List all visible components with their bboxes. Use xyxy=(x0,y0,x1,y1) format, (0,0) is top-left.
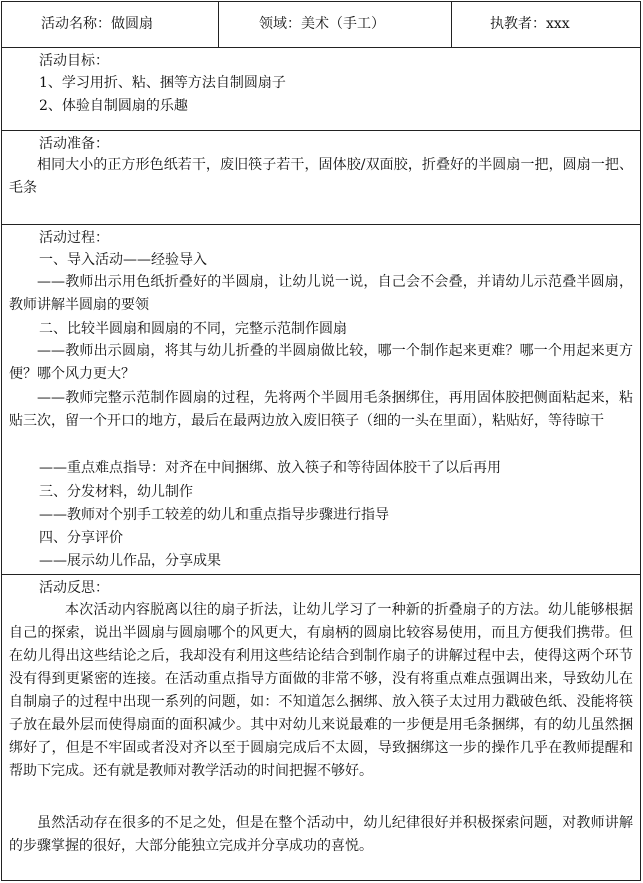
process-step-2-detail-b: ——教师完整示范制作圆扇的过程，先将两个半圆用毛条捆绑住，再用固体胶把侧面粘起来，粘贴三次，留一个开口的地方，最后在最两边放入废旧筷子（细的一头在里面），粘贴好，等待晾干 xyxy=(9,390,633,429)
header-divider-1 xyxy=(218,1,219,48)
reflection-paragraph-1: 本次活动内容脱离以往的扇子折法，让幼儿学习了一种新的折叠扇子的方法。幼儿能够根据自己的探索，说出半圆扇与圆扇哪个的风更大，有扇柄的圆扇比较容易使用，而且方便我们携带。但在幼儿得出这些结论之后，我却没有利用这些结论结合到制作扇子的讲解过程中去，使得这两个环节没有得到更紧密的连接。在活动重点指导方面做的非常不够，没有将重点难点强调出来，导致幼儿在自制扇子的过程中出现一系列的问题，如：不知道怎么捆绑、放入筷子太过用力戳破色纸、没能将筷子放在最外层而使得扇面的面积减少。其中对幼儿来说最难的一步便是用毛条捆绑，有的幼儿虽然捆绑好了，但是不牢固或者没对齐以至于圆扇完成后不太圆，导致捆绑这一步的操作几乎在教师提醒和帮助下完成。还有就是教师对教学活动的时间把握不够好。 xyxy=(9,602,633,779)
process-title: 活动过程： xyxy=(39,230,109,246)
process-step-3: 三、分发材料，幼儿制作 xyxy=(39,484,193,500)
goal-item-2: 2、体验自制圆扇的乐趣 xyxy=(39,98,188,114)
process-step-4-detail: ——展示幼儿作品，分享成果 xyxy=(39,553,221,569)
process-key-point: ——重点难点指导：对齐在中间捆绑、放入筷子和等待固体胶干了以后再用 xyxy=(39,460,501,476)
preparation-title: 活动准备： xyxy=(39,136,109,152)
row-divider-header xyxy=(1,47,641,48)
goals-title: 活动目标： xyxy=(39,53,109,69)
process-step-4: 四、分享评价 xyxy=(39,530,123,546)
process-step-1-detail: ——教师出示用色纸折叠好的半圆扇，让幼儿说一说，自己会不会叠，并请幼儿示范叠半圆扇，教师讲解半圆扇的要领 xyxy=(9,274,633,313)
domain: 领域：美术（手工） xyxy=(259,16,385,32)
process-step-1: 一、导入活动——经验导入 xyxy=(39,252,207,268)
table-border-bottom xyxy=(1,880,641,881)
reflection-paragraph-2: 虽然活动存在很多的不足之处，但是在整个活动中，幼儿纪律很好并积极探索问题，对教师讲解的步骤掌握的很好，大部分能独立完成并分享成功的喜悦。 xyxy=(9,815,633,854)
process-step-2-detail-a: ——教师出示圆扇，将其与幼儿折叠的半圆扇做比较，哪一个制作起来更难？哪一个用起来更方便？哪个风力更大？ xyxy=(9,343,633,382)
goal-item-1: 1、学习用折、粘、捆等方法自制圆扇子 xyxy=(39,75,286,91)
table-border-right xyxy=(640,1,641,881)
process-step-3-detail: ——教师对个别手工较差的幼儿和重点指导步骤进行指导 xyxy=(39,507,389,523)
row-divider-goals xyxy=(1,130,641,131)
teacher: 执教者：xxx xyxy=(490,16,570,32)
process-step-2: 二、比较半圆扇和圆扇的不同，完整示范制作圆扇 xyxy=(39,321,347,337)
preparation-text: 相同大小的正方形色纸若干，废旧筷子若干，固体胶/双面胶，折叠好的半圆扇一把，圆扇一把、毛条 xyxy=(9,157,633,196)
activity-name: 活动名称：做圆扇 xyxy=(41,16,153,32)
row-divider-preparation xyxy=(1,224,641,225)
reflection-title: 活动反思： xyxy=(39,580,109,596)
row-divider-process xyxy=(1,574,641,575)
table-border-left xyxy=(1,1,2,881)
table-border-top xyxy=(1,1,641,2)
header-divider-2 xyxy=(451,1,452,48)
